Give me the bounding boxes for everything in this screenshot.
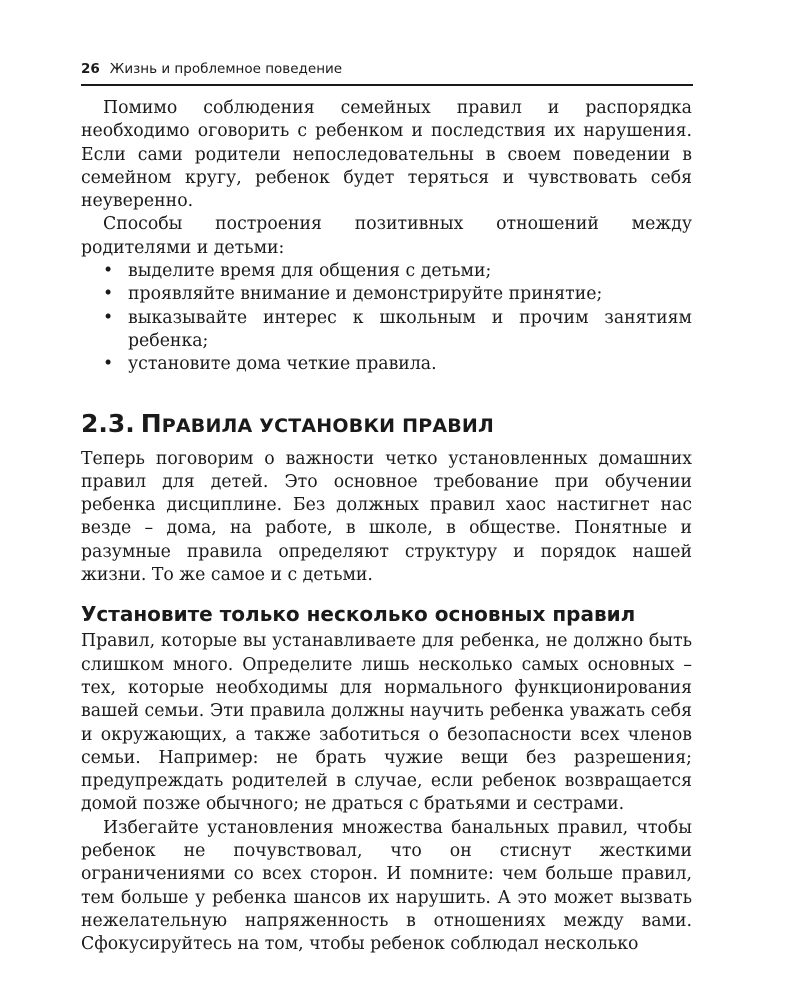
page-number: 26 [81, 61, 100, 77]
list-item [81, 353, 692, 376]
bullet-icon: • [103, 307, 114, 328]
section-number: 2.3. [81, 408, 135, 438]
bullet-icon: • [103, 261, 114, 282]
bullet-icon: • [103, 354, 114, 375]
section-title-initial: П [140, 408, 162, 438]
page-body [81, 97, 692, 957]
subsection-heading: Установите только несколько основных правил [81, 602, 636, 627]
list-item-text: проявляйте внимание и демонстрируйте принятие; [128, 284, 603, 305]
bullet-list [81, 260, 692, 376]
running-header [81, 58, 693, 80]
list-item [81, 307, 692, 354]
list-item [81, 260, 692, 283]
list-item-text: выказывайте интерес к школьным и прочим занятиям ребенка; [128, 307, 692, 351]
section-title-rest: РАВИЛА УСТАНОВКИ ПРАВИЛ [161, 414, 494, 437]
section-heading [81, 410, 692, 440]
list-intro: Способы построения позитивных отношений между родителями и детьми: [81, 214, 692, 258]
header-rule [81, 84, 693, 86]
intro-paragraph: Помимо соблюдения семейных правил и распорядка необходимо оговорить с ребенком и последствия их нарушения. Если сами родители непоследовательны в своем поведении в семейном кругу, ребенок будет теряться и чувствовать себя неуверенно. [81, 98, 692, 212]
subsection-paragraph-2: Избегайте установления множества банальных правил, чтобы ребенок не почувствовал, что он стиснут жесткими ограничениями со всех сторон. И помните: чем больше правил, тем больше у ребенка шансов их нарушить. А это может вызвать нежелательную напряженность в отношениях между вами. Сфокусируйтесь на том, чтобы ребенок соблюдал несколько [81, 817, 692, 955]
bullet-icon: • [103, 284, 114, 305]
running-title: Жизнь и проблемное поведение [109, 61, 343, 77]
list-item-text: выделите время для общения с детьми; [128, 261, 492, 282]
section-paragraph: Теперь поговорим о важности четко установленных домашних правил для детей. Это основное требование при обучении ребенка дисциплине. Без должных правил хаос настигнет нас везде – дома, на работе, в школе, в обществе. Понятные и разумные правила определяют структуру и порядок нашей жизни. То же самое и с детьми. [81, 448, 692, 586]
list-item-text: установите дома четкие правила. [128, 354, 437, 375]
list-item [81, 283, 692, 306]
subsection-paragraph-1: Правил, которые вы устанавливаете для ребенка, не должно быть слишком много. Определите лишь несколько самых основных – тех, которые необходимы для нормального функционирования вашей семьи. Эти правила должны научить ребенка уважать себя и окружающих, а также заботиться о безопасности всех членов семьи. Например: не брать чужие вещи без разрешения; предупреждать родителей в случае, если ребенок возвращается домой позже обычного; не драться с братьями и сестрами. [81, 631, 692, 815]
